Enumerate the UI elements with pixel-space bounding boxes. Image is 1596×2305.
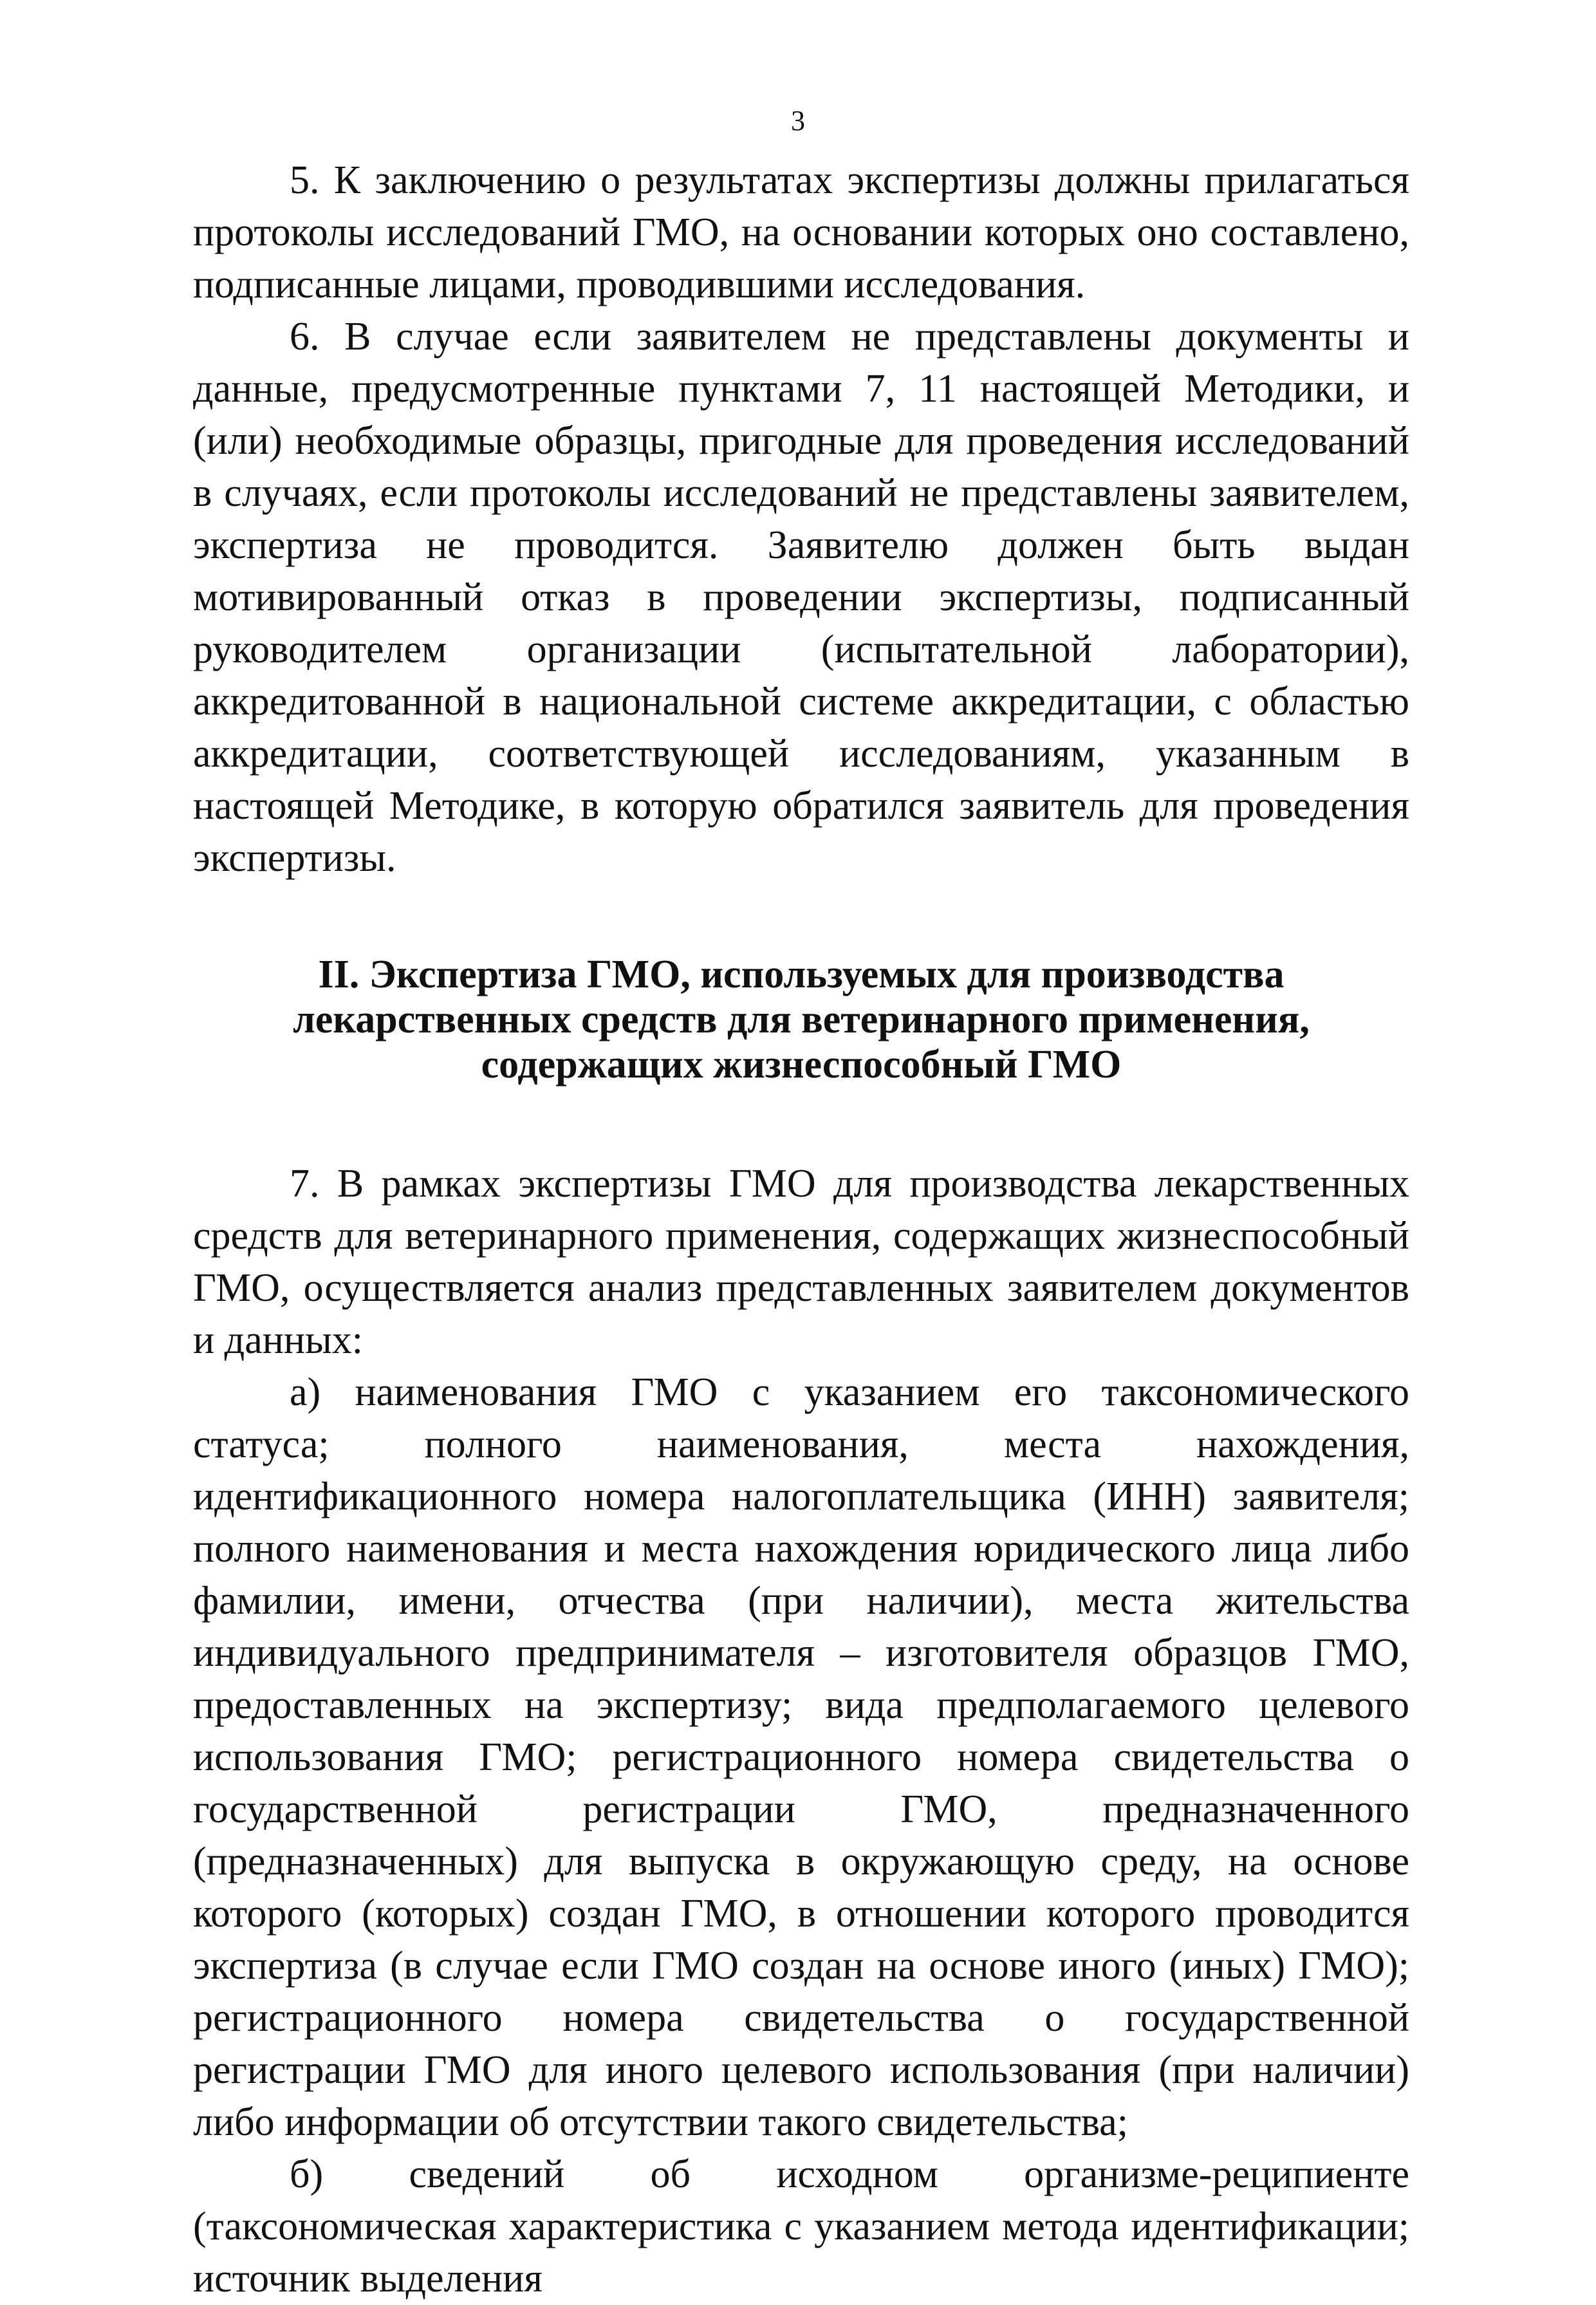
page-content bbox=[193, 154, 1409, 2305]
paragraph-7a: а) наименования ГМО с указанием его таксономического статуса; полного наименования, места нахождения, идентификационного номера налогоплательщика (ИНН) заявителя; полного наименования и места нахождения юридического лица либо фамилии, имени, отчества (при наличии), места жительства индивидуального предпринимателя – изготовителя образцов ГМО, предоставленных на экспертизу; вида предполагаемого целевого использования ГМО; регистрационного номера свидетельства о государственной регистрации ГМО, предназначенного (предназначенных) для выпуска в окружающую среду, на основе которого (которых) создан ГМО, в отношении которого проводится экспертиза (в случае если ГМО создан на основе иного (иных) ГМО); регистрационного номера свидетельства о государственной регистрации ГМО для иного целевого использования (при наличии) либо информации об отсутствии такого свидетельства; bbox=[193, 1370, 1409, 2144]
paragraph-5: 5. К заключению о результатах экспертизы должны прилагаться протоколы исследований ГМО, на основании которых оно составлено, подписанные лицами, проводившими исследования. bbox=[193, 158, 1409, 306]
paragraph-7b: б) сведений об исходном организме-реципиенте (таксономическая характеристика с указанием метода идентификации; источник выделения bbox=[193, 2152, 1409, 2300]
paragraph-6: 6. В случае если заявителем не представлены документы и данные, предусмотренные пунктами 7, 11 настоящей Методики, и (или) необходимые образцы, пригодные для проведения исследований в случаях, если протоколы исследований не представлены заявителем, экспертиза не проводится. Заявителю должен быть выдан мотивированный отказ в проведении экспертизы, подписанный руководителем организации (испытательной лаборатории), аккредитованной в национальной системе аккредитации, с областью аккредитации, соответствующей исследованиям, указанным в настоящей Методике, в которую обратился заявитель для проведения экспертизы. bbox=[193, 315, 1409, 880]
paragraph-7: 7. В рамках экспертизы ГМО для производства лекарственных средств для ветеринарного применения, содержащих жизнеспособный ГМО, осуществляется анализ представленных заявителем документов и данных: bbox=[193, 1162, 1409, 1362]
page-number: 3 bbox=[791, 105, 805, 136]
section-heading: II. Экспертиза ГМО, используемых для производства лекарственных средств для ветеринарного применения, содержащих жизнеспособный ГМО bbox=[293, 953, 1310, 1087]
